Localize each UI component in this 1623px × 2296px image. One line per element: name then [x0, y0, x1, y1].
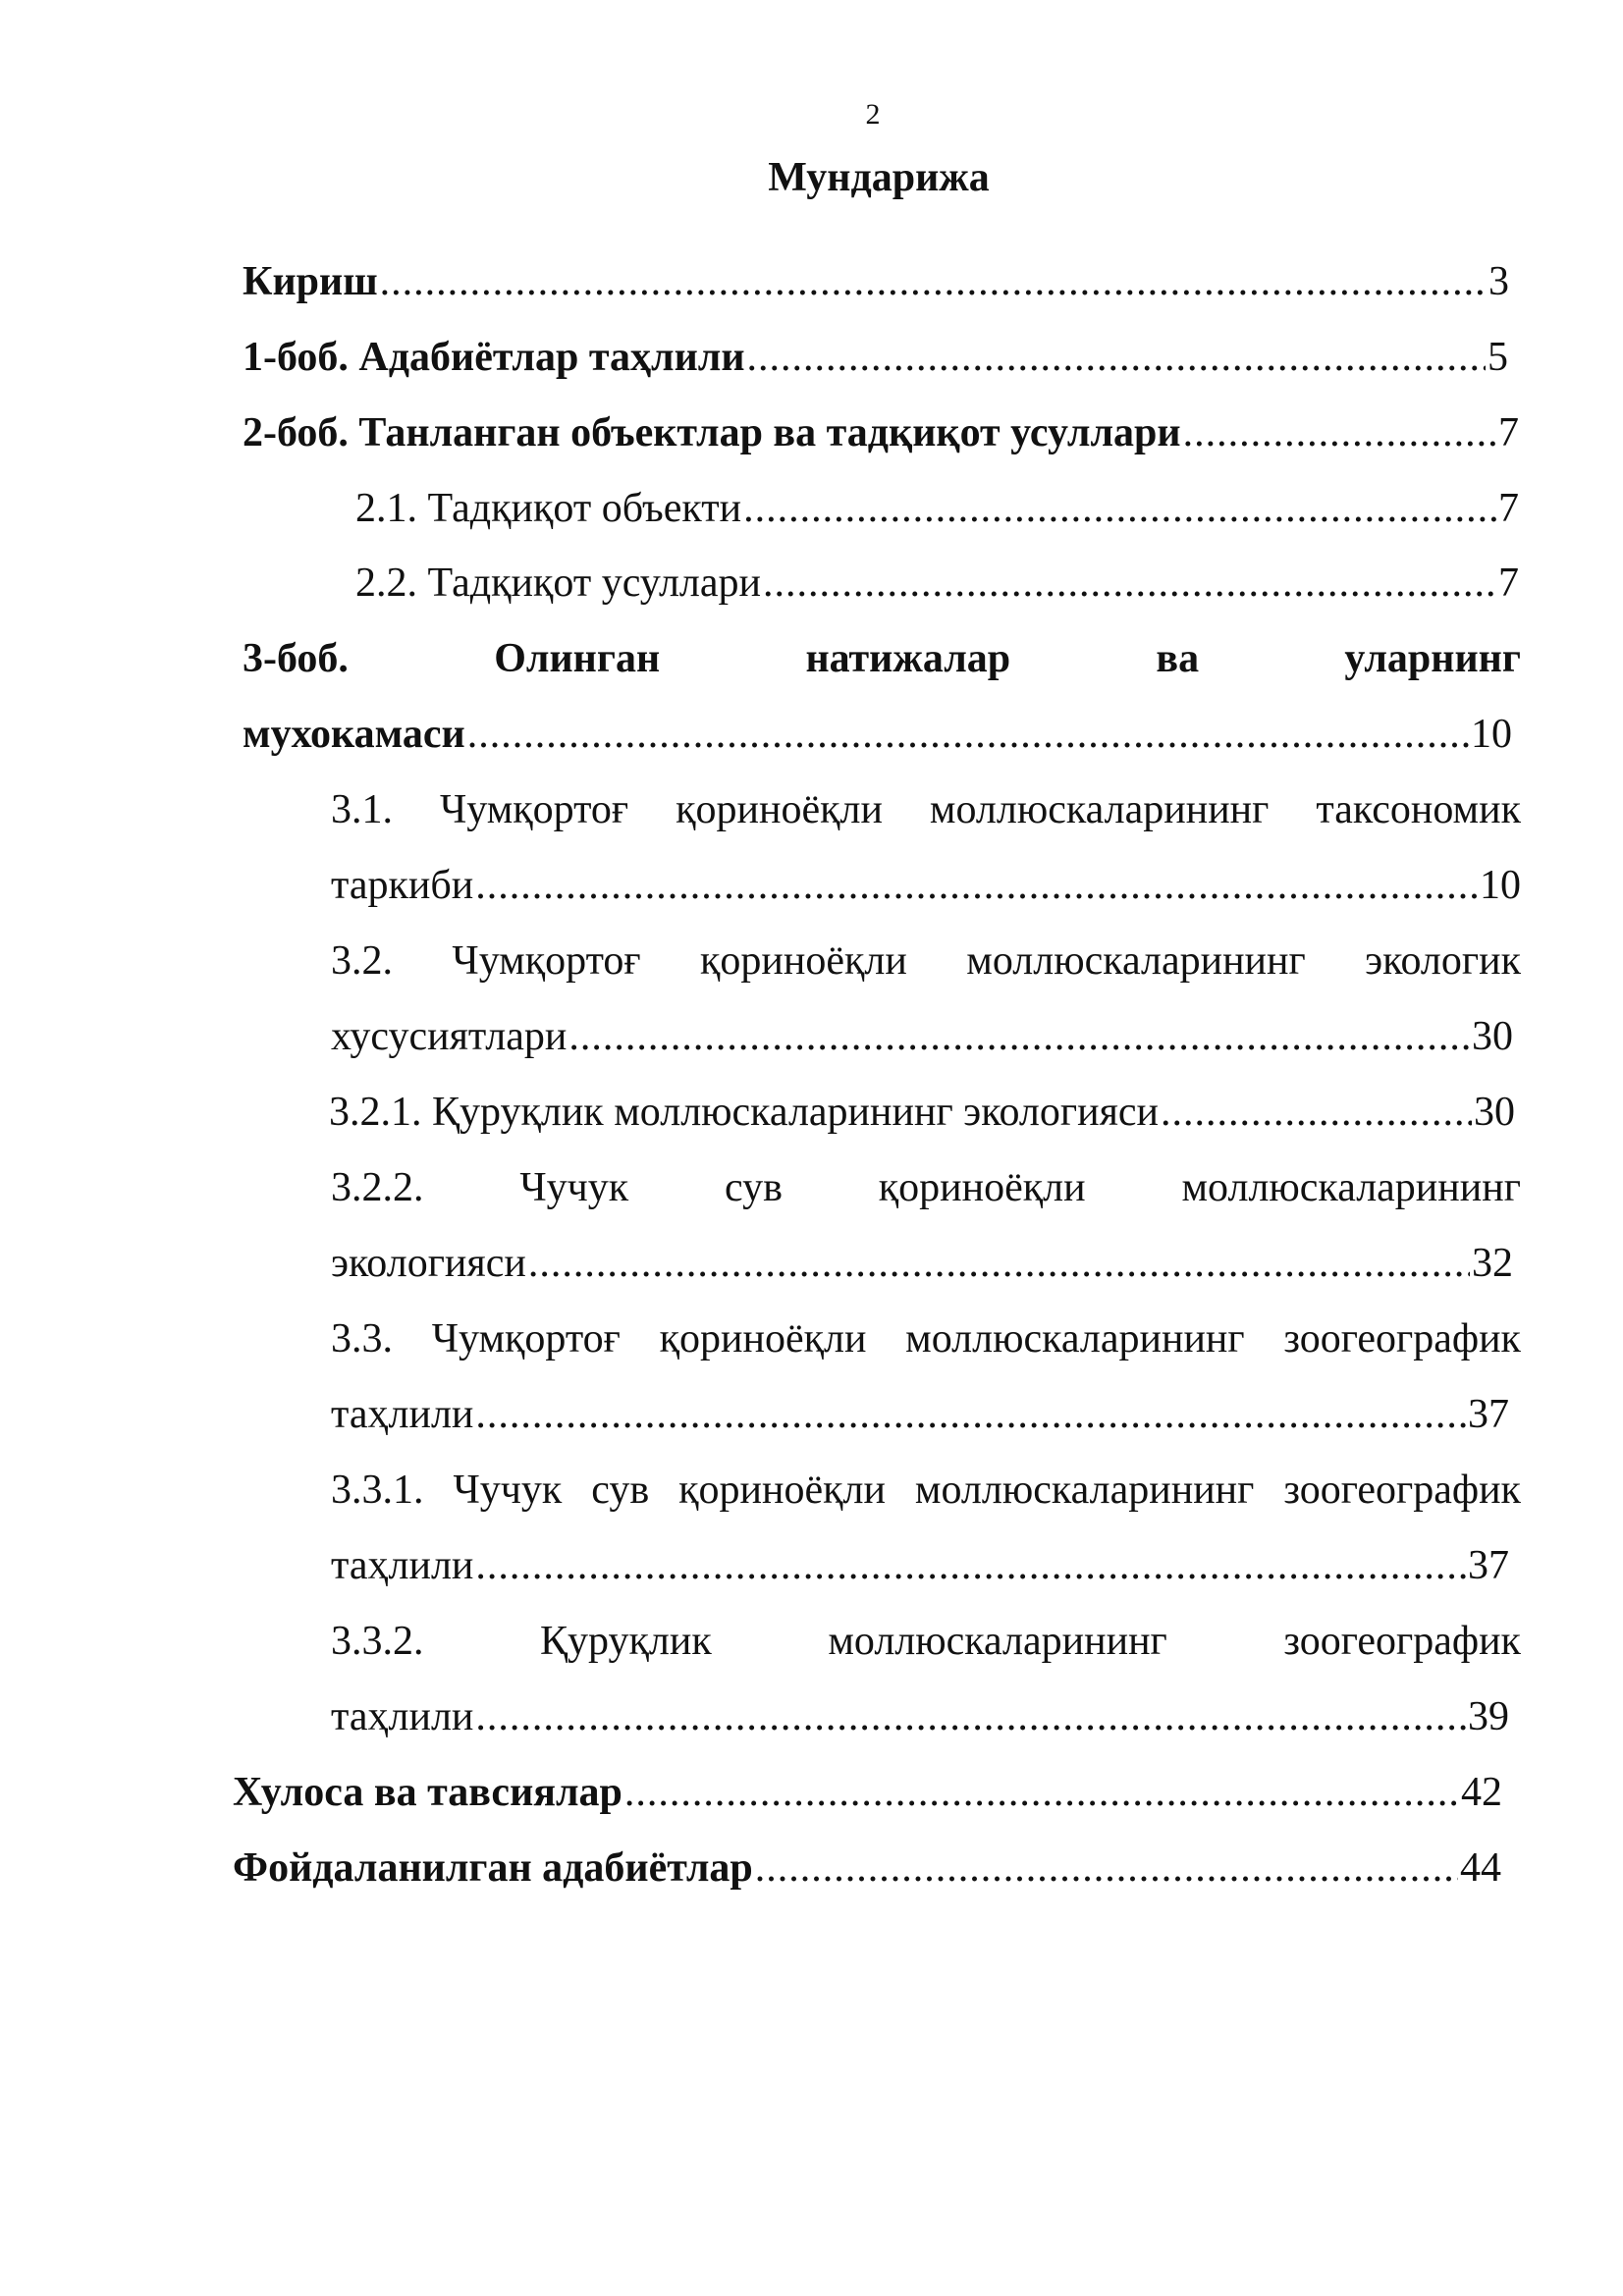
toc-entry-page: 32 [1472, 1241, 1513, 1286]
dot-leader [475, 1691, 1466, 1742]
toc-word: қориноёқли [878, 1165, 1086, 1210]
toc-word: моллюскаларининг [914, 1468, 1255, 1513]
dot-leader [475, 1389, 1466, 1440]
dot-leader [475, 860, 1478, 911]
dot-leader [467, 709, 1469, 760]
toc-entry-3-1-line2[interactable] [331, 860, 1521, 911]
toc-entry-text: 1-боб. Адабиётлар таҳлили [243, 335, 745, 380]
toc-word: ва [1156, 636, 1200, 681]
toc-entry-3-3-line2[interactable] [331, 1389, 1509, 1440]
toc-entry-3-3-2-line1[interactable] [331, 1616, 1521, 1667]
toc-entry-page: 7 [1498, 561, 1519, 606]
dot-leader [747, 332, 1486, 383]
toc-entry-page: 39 [1468, 1694, 1509, 1739]
toc-word: экологик [1365, 938, 1521, 984]
dot-leader [743, 483, 1496, 534]
toc-entry-text: таҳлили [331, 1543, 474, 1588]
toc-word: 3.1. [331, 787, 393, 832]
toc-word: қориноёқли [700, 938, 907, 984]
toc-entry-conclusions[interactable] [233, 1767, 1502, 1818]
toc-entry-page: 7 [1498, 410, 1519, 455]
toc-word: Чумқортоғ [452, 938, 641, 984]
toc-entry-text: 2-боб. Танланган объектлар ва тадқиқот усуллари [243, 410, 1181, 455]
toc-entry-text: 2.1. Тадқиқот объекти [355, 486, 742, 531]
toc-entry-page: 7 [1498, 486, 1519, 531]
toc-word: 3.2.2. [331, 1165, 424, 1210]
toc-entry-text: таҳлили [331, 1694, 474, 1739]
toc-entry-page: 5 [1488, 335, 1508, 380]
toc-word: 3.3. [331, 1316, 393, 1362]
toc-entry-3-3-line1[interactable] [331, 1313, 1521, 1364]
toc-entry-page: 37 [1468, 1543, 1509, 1588]
toc-word: қориноёқли [676, 787, 883, 832]
toc-word: қориноёқли [678, 1468, 886, 1513]
dot-leader [755, 1842, 1458, 1894]
dot-leader [624, 1767, 1459, 1818]
toc-entry-page: 37 [1468, 1392, 1509, 1437]
toc-word: 3.3.2. [331, 1619, 424, 1664]
dot-leader [380, 256, 1487, 307]
toc-entry-3-2-2-line1[interactable] [331, 1162, 1521, 1213]
toc-word: Қуруқлик [540, 1619, 712, 1664]
toc-entry-text: таҳлили [331, 1392, 474, 1437]
toc-word: моллюскаларининг [1181, 1165, 1521, 1210]
toc-word: зоогеографик [1283, 1468, 1521, 1513]
toc-word: моллюскаларининг [929, 787, 1270, 832]
toc-entry-3-3-1-line1[interactable] [331, 1465, 1521, 1516]
toc-word: 3.2. [331, 938, 393, 984]
toc-entry-text: экологияси [331, 1241, 526, 1286]
toc-entry-3-1-line1[interactable] [331, 784, 1521, 835]
toc-entry-page: 30 [1472, 1014, 1513, 1059]
toc-entry-3-3-1-line2[interactable] [331, 1540, 1509, 1591]
toc-word: сув [725, 1165, 783, 1210]
toc-entry-text: Кириш [243, 259, 378, 304]
toc-entry-page: 42 [1461, 1770, 1502, 1815]
toc-entry-text: мухокамаси [243, 712, 465, 757]
toc-entry-page: 10 [1480, 863, 1521, 908]
toc-word: моллюскаларининг [905, 1316, 1245, 1362]
toc-entry-page: 3 [1488, 259, 1509, 304]
toc-entry-page: 44 [1460, 1845, 1501, 1891]
toc-entry-3-2-line1[interactable] [331, 935, 1521, 987]
toc-word: моллюскаларининг [828, 1619, 1167, 1664]
toc-entry-3-2-2-line2[interactable] [331, 1238, 1513, 1289]
toc-entry-references[interactable] [233, 1842, 1501, 1894]
toc-word: Чучук [453, 1468, 563, 1513]
toc-entry-page: 30 [1474, 1090, 1515, 1135]
toc-word: натижалар [805, 636, 1011, 681]
toc-word: 3.3.1. [331, 1468, 424, 1513]
toc-entry-text: Фойдаланилган адабиётлар [233, 1845, 753, 1891]
toc-word: моллюскаларининг [966, 938, 1306, 984]
toc-entry-3-2-1[interactable] [329, 1087, 1515, 1138]
toc-entry-chapter-1[interactable] [243, 332, 1508, 383]
toc-word: таксономик [1316, 787, 1521, 832]
toc-entry-text: 2.2. Тадқиқот усуллари [355, 561, 761, 606]
toc-word: Олинган [494, 636, 661, 681]
toc-entry-text: хусусиятлари [331, 1014, 568, 1059]
toc-word: қориноёқли [659, 1316, 867, 1362]
toc-title: Мундарижа [768, 155, 990, 200]
toc-word: Чучук [519, 1165, 629, 1210]
toc-entry-introduction[interactable] [243, 256, 1509, 307]
toc-entry-text: таркиби [331, 863, 474, 908]
toc-entry-3-3-2-line2[interactable] [331, 1691, 1509, 1742]
dot-leader [1161, 1087, 1472, 1138]
toc-word: Чумқортоғ [439, 787, 629, 832]
toc-word: Чумқортоғ [431, 1316, 621, 1362]
toc-word: 3-боб. [243, 636, 349, 681]
toc-word: сув [591, 1468, 650, 1513]
toc-entry-2-1[interactable] [355, 483, 1519, 534]
toc-entry-2-2[interactable] [355, 558, 1519, 609]
toc-word: зоогеографик [1283, 1619, 1521, 1664]
toc-entry-chapter-3-line2[interactable] [243, 709, 1512, 760]
dot-leader [568, 1011, 1470, 1062]
toc-entry-3-2-line2[interactable] [331, 1011, 1513, 1062]
dot-leader [763, 558, 1496, 609]
toc-entry-text: Хулоса ва тавсиялар [233, 1770, 622, 1815]
dot-leader [475, 1540, 1466, 1591]
dot-leader [1183, 407, 1496, 458]
dot-leader [528, 1238, 1470, 1289]
toc-word: уларнинг [1344, 636, 1521, 681]
page-number: 2 [865, 98, 881, 131]
toc-word: зоогеографик [1283, 1316, 1521, 1362]
toc-entry-chapter-3-line1[interactable] [243, 633, 1521, 684]
toc-entry-chapter-2[interactable] [243, 407, 1519, 458]
toc-entry-page: 10 [1471, 712, 1512, 757]
toc-entry-text: 3.2.1. Қуруқлик моллюскаларининг экологияси [329, 1090, 1160, 1135]
